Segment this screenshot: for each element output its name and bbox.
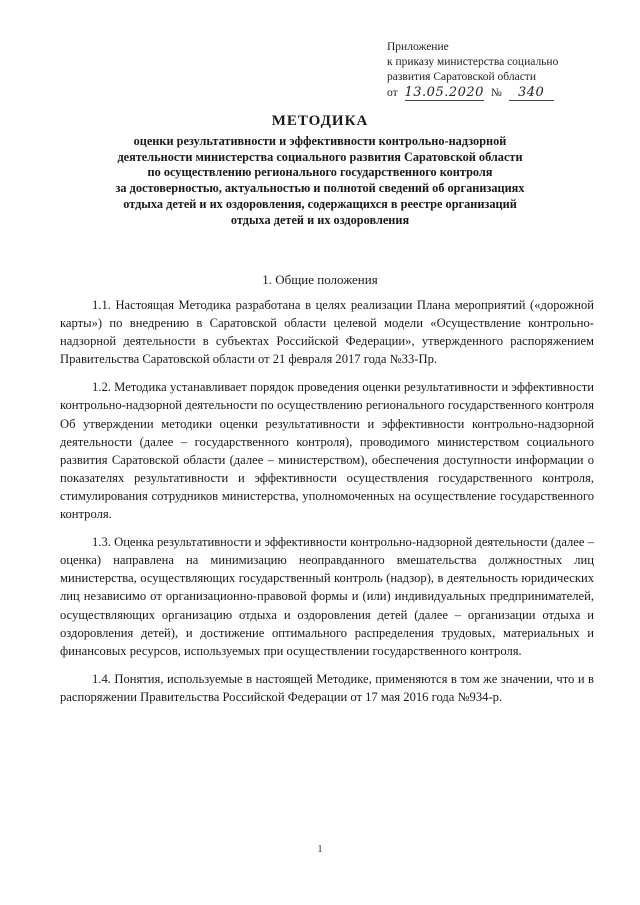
from-label: от	[387, 87, 398, 99]
annex-date-number-line	[387, 85, 597, 101]
handwritten-number: 340	[509, 85, 554, 101]
page-number: 1	[317, 843, 323, 855]
section-heading: 1. Общие положения	[262, 272, 378, 287]
document-subtitle	[40, 134, 600, 228]
annex-header	[387, 40, 597, 101]
number-label: №	[490, 87, 502, 99]
document-title: МЕТОДИКА	[271, 113, 369, 129]
paragraph-1-1: 1.1. Настоящая Методика разработана в целях реализации Плана мероприятий («дорожной карты») по внедрению в Саратовской области целевой модели «Осуществление контрольно-надзорной деятельности в субъектах Российской Федерации», утвержденного распоряжением Правительства Саратовской области от 21 февраля 2017 года №33-Пр.	[60, 298, 594, 367]
subtitle-line: оценки результативности и эффективности контрольно-надзорной	[133, 134, 507, 148]
paragraph-1-4: 1.4. Понятия, используемые в настоящей Методике, применяются в том же значении, что и в распоряжении Правительства Российской Федерации от 17 мая 2016 года №934-р.	[60, 671, 594, 704]
annex-title: Приложение	[387, 41, 449, 53]
subtitle-line: деятельности министерства социального развития Саратовской области	[117, 149, 523, 164]
paragraph-1-3: 1.3. Оценка результативности и эффективности контрольно-надзорной деятельности (далее – оценка) направлена на минимизацию неоправданного вмешательства должностных лиц министерства, осуществляющих государственный контроль (надзор), в деятельность юридических лиц независимо от организационно-правовой формы и (или) индивидуальных предпринимателей, осуществляющих организацию отдыха и оздоровления детей (далее – организации отдыха и оздоровления детей), и достижение оптимального распределения трудовых, материальных и финансовых ресурсов, используемых при осуществлении государственного контроля.	[60, 535, 594, 658]
subtitle-line: отдыха детей и их оздоровления, содержащихся в реестре организаций	[123, 196, 517, 211]
subtitle-line: по осуществлению регионального государственного контроля	[147, 165, 493, 180]
paragraph-1-2: 1.2. Методика устанавливает порядок проведения оценки результативности и эффективности контрольно-надзорной деятельности по осуществлению регионального государственного контроля Об утверждении методики оценки результативности и эффективности контрольно-надзорной деятельности (далее – государственного контроля), проводимого министерством социального развития Саратовской области (далее – министерством), обеспечения доступности информации о показателях результативности и эффективности осуществления государственного контроля, стимулирования сотрудников министерства, уполномоченных на осуществление государственного контроля.	[60, 380, 594, 522]
handwritten-date: 13.05.2020	[404, 85, 484, 100]
annex-ministry-line: развития Саратовской области	[387, 71, 536, 83]
subtitle-line: за достоверностью, актуальностью и полнотой сведений об организациях	[115, 181, 525, 196]
annex-order-line: к приказу министерства социально	[387, 56, 559, 68]
document-body	[60, 296, 594, 716]
subtitle-line: отдыха детей и их оздоровления	[230, 212, 410, 227]
